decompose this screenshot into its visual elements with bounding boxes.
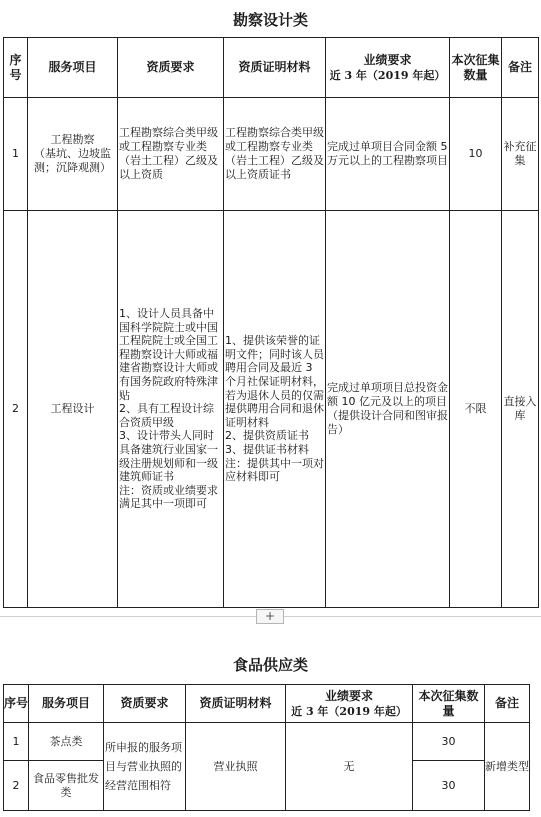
row-no: 2 — [4, 211, 28, 608]
section-title-survey: 勘察设计类 — [232, 11, 308, 29]
table-row — [4, 98, 539, 211]
header-count: 本次征集数量 — [413, 685, 485, 723]
row-qual: 工程勘察综合类甲级或工程勘察专业类（岩土工程）乙级及以上资质 — [118, 98, 224, 211]
header-perf-main: 业绩要求 — [363, 52, 412, 67]
section-title-food: 食品供应类 — [232, 656, 308, 674]
row-item: 工程勘察 （基坑、边坡监测；沉降观测） — [28, 98, 118, 211]
section-splitter — [0, 608, 541, 624]
row-qual: 所申报的服务项目与营业执照的经营范围相符 — [104, 723, 186, 811]
row-count: 30 — [413, 761, 485, 811]
food-supply-table — [3, 684, 530, 811]
row-proof: 1、提供该荣誉的证明文件；同时该人员聘用合同及最近 3 个月社保证明材料，若为退休人员的仅需提供聘用合同和退休证明材料 2、提供资质证书 3、提供证书材料 注：提供其中一项对应材料即可 — [224, 211, 326, 608]
expand-button[interactable]: + — [256, 609, 284, 624]
row-item: 食品零售批发类 — [29, 761, 104, 811]
header-note: 备注 — [502, 38, 539, 98]
row-note: 直接入库 — [502, 211, 539, 608]
header-perf-main: 业绩要求 — [324, 688, 373, 703]
header-no: 序号 — [4, 685, 29, 723]
header-perf-sub: 近 3 年（2019 年起） — [329, 68, 446, 82]
row-item: 工程设计 — [28, 211, 118, 608]
row-item: 茶点类 — [29, 723, 104, 761]
row-count: 10 — [450, 98, 502, 211]
row-no: 2 — [4, 761, 29, 811]
table-row — [4, 723, 530, 761]
header-perf — [326, 38, 450, 98]
table-row — [4, 211, 539, 608]
header-perf-sub: 近 3 年（2019 年起） — [291, 704, 407, 718]
row-proof: 工程勘察综合类甲级或工程勘察专业类（岩土工程）乙级及以上资质证书 — [224, 98, 326, 211]
header-no: 序号 — [4, 38, 28, 98]
table-header-row — [4, 685, 530, 723]
row-count: 30 — [413, 723, 485, 761]
header-item: 服务项目 — [29, 685, 104, 723]
header-proof: 资质证明材料 — [224, 38, 326, 98]
survey-design-table — [3, 37, 539, 608]
row-perf: 完成过单项目合同金额 5 万元以上的工程勘察项目 — [326, 98, 450, 211]
header-proof: 资质证明材料 — [186, 685, 286, 723]
header-count: 本次征集数量 — [450, 38, 502, 98]
row-qual: 1、设计人员具备中国科学院院士或中国工程院院士或全国工程勘察设计大师或福建省勘察设计大师或有国务院政府特殊津贴 2、具有工程设计综合资质甲级 3、设计带头人同时具备建筑行业国家一级注册规划师和一级建筑师证书 注：资质或业绩要求满足其中一项即可 — [118, 211, 224, 608]
row-perf: 无 — [286, 723, 413, 811]
row-no: 1 — [4, 98, 28, 211]
row-note: 补充征集 — [502, 98, 539, 211]
header-note: 备注 — [485, 685, 530, 723]
table-header-row — [4, 38, 539, 98]
header-item: 服务项目 — [28, 38, 118, 98]
header-perf — [286, 685, 413, 723]
header-qual: 资质要求 — [118, 38, 224, 98]
header-qual: 资质要求 — [104, 685, 186, 723]
row-note: 新增类型 — [485, 723, 530, 811]
row-no: 1 — [4, 723, 29, 761]
row-perf: 完成过单项项目总投资金额 10 亿元及以上的项目 （提供设计合同和图审报告） — [326, 211, 450, 608]
row-count: 不限 — [450, 211, 502, 608]
row-proof: 营业执照 — [186, 723, 286, 811]
